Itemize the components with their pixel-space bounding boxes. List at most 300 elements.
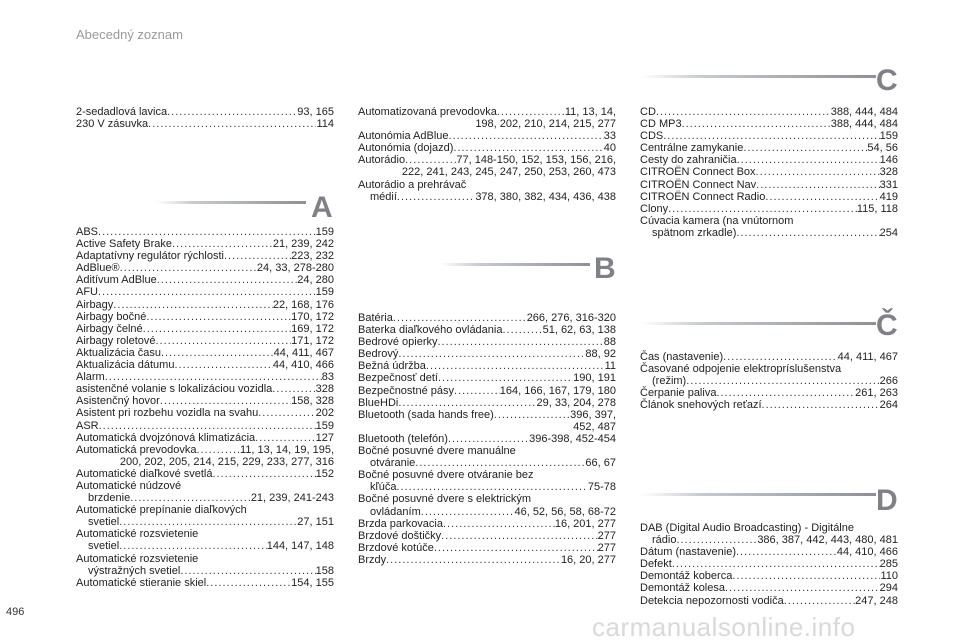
leader-dots [765,191,879,203]
index-entry-label: Autorádio a prehrávač [358,178,467,191]
index-pages: 127 [315,431,334,444]
index-entry [358,142,616,154]
index-term: médií [370,190,397,203]
index-pages: 24, 280 [297,274,334,287]
index-entry [76,226,334,238]
index-entry [76,468,334,480]
leader-dots [113,299,273,311]
index-term: Aditívum AdBlue [76,274,157,287]
index-term: kľúča [370,481,397,494]
leader-dots [716,387,855,399]
index-term: Automatické stieranie skiel [76,576,207,589]
index-pages: 44, 410, 466 [272,359,334,372]
page-header: Abecedný zoznam [76,27,183,42]
index-term: Dátum (nastavenie) [640,546,736,559]
index-entry [76,383,334,395]
leader-dots [494,409,570,421]
leader-dots [397,191,475,203]
index-term: ABS [76,226,99,238]
index-term: Článok snehových reťazí [640,399,762,412]
index-pages: 16, 20, 277 [560,553,616,566]
index-term: Bluetooth (telefón) [358,432,448,445]
index-pages: 159 [315,286,334,299]
leader-dots [105,371,322,383]
index-pages: 21, 239, 241-243 [250,492,334,505]
index-term: Brzda parkovacia [358,517,443,530]
index-term: 2-sedadlová lavica [76,106,168,118]
index-term: AdBlue® [76,262,120,275]
leader-dots [167,106,297,118]
index-entry [640,142,898,154]
index-term: Bluetooth (sada hands free) [358,408,494,421]
index-pages: 11 [604,360,616,373]
leader-dots [434,542,598,554]
index-entry [76,395,334,407]
index-pages: 114 [316,118,334,131]
index-pages: 16, 201, 277 [554,517,616,530]
index-pages: 146 [879,154,898,167]
index-column-1-top [76,106,334,130]
leader-dots [443,518,555,530]
index-pages: 11, 13, 14, [564,106,616,118]
index-entry-label: Bočné posuvné dvere s elektrickým [358,493,532,506]
leader-dots [119,540,267,552]
index-pages: 419 [879,190,898,203]
leader-dots [438,336,604,348]
index-pages: 152 [315,467,334,480]
index-term: ovládaním [370,505,421,518]
index-pages: 388, 444, 484 [830,106,898,118]
index-pages: 254 [879,226,898,239]
index-term: spätnom zrkadle) [652,226,737,239]
index-entry [76,432,334,444]
leader-dots [736,227,879,239]
leader-dots [421,506,515,518]
leader-dots [454,385,500,397]
index-entry-label: Automatické prepínanie diaľkových [76,504,247,517]
index-term: ASR [76,419,99,432]
page-number: 496 [6,606,25,618]
leader-dots [213,468,316,480]
index-entry [640,130,898,142]
index-entry [640,191,898,203]
index-entry-label: Automatické núdzové [76,479,182,492]
leader-dots [449,130,604,142]
leader-dots [725,582,880,594]
section-separator-a [156,201,306,204]
index-term: svetiel [88,516,120,529]
leader-dots [396,481,587,493]
leader-dots [784,595,855,607]
index-entry [76,444,334,456]
index-pages-continued: 200, 202, 205, 214, 215, 229, 233, 277, 316 [119,455,334,468]
index-pages: 328 [315,383,334,396]
index-entry [358,457,616,469]
index-pages: 75-78 [587,481,616,494]
index-pages: 93, 165 [297,106,334,118]
index-entry [640,118,898,130]
index-pages: 115, 118 [856,202,898,215]
index-term: CD [640,106,656,118]
index-entry [76,335,334,347]
leader-dots [682,118,831,130]
index-entry [358,348,616,360]
index-entry-label: Časované odpojenie elektropríslušenstva [640,363,842,376]
leader-dots [756,179,879,191]
index-entry-label: Bočné posuvné dvere otváranie bez [358,469,534,482]
index-pages: 266 [879,375,898,388]
index-term: Cesty do zahraničia [640,154,737,167]
index-pages: 88 [603,336,616,349]
section-separator-c [641,75,876,78]
index-term: Asistent pri rozbehu vozidla na svahu [76,407,259,420]
index-term: CITROËN Connect Nav [640,178,757,191]
leader-dots [146,311,291,323]
leader-dots [258,407,315,419]
index-entry [640,351,898,363]
index-term: Automatická prevodovka [76,443,197,456]
index-pages: 54, 56 [867,142,898,155]
index-pages: 66, 67 [585,457,616,470]
index-entry [358,530,616,542]
index-pages: 158, 328 [291,395,334,408]
index-entry [76,323,334,335]
section-letter-cc: Č [876,309,898,342]
index-term: Autonómia AdBlue [358,130,449,143]
leader-dots [272,383,315,395]
index-pages: 44, 411, 467 [273,346,334,359]
leader-dots [255,432,316,444]
index-entry [640,106,898,118]
index-term: 230 V zásuvka [76,118,149,131]
leader-dots [756,166,880,178]
leader-dots [415,457,585,469]
index-term: otváranie [370,457,416,470]
watermark: carmanualsonline.info [592,612,856,642]
index-entry [640,595,898,607]
index-column-3-cc [640,351,898,411]
index-term: rádio [652,534,677,547]
leader-dots [426,360,605,372]
index-term: Centrálne zamykanie [640,142,744,155]
index-entry [76,274,334,286]
index-entry-label: Automatické rozsvietenie [76,528,199,541]
index-term: Čas (nastavenie) [640,351,724,363]
index-pages: 378, 380, 382, 434, 436, 438 [475,190,616,203]
index-pages: 171, 172 [291,334,334,347]
section-separator-d [641,493,876,496]
index-term: Batéria [358,312,393,324]
index-term: Automatizovaná prevodovka [358,106,497,118]
leader-dots [405,154,456,166]
leader-dots [762,399,880,411]
index-pages: 21, 239, 242 [272,238,334,251]
index-pages: 169, 172 [291,322,334,335]
leader-dots [143,323,292,335]
index-entry [76,516,334,528]
index-pages-continued: 198, 202, 210, 214, 215, 277 [475,118,616,131]
section-separator-cc [641,322,876,325]
index-pages: 22, 168, 176 [272,298,334,311]
index-pages: 261, 263 [855,387,898,400]
index-pages-continued: 452, 487 [573,420,616,433]
index-pages: 396-398, 452-454 [529,432,616,445]
index-entry [358,506,616,518]
index-term: Airbagy roletové [76,334,156,347]
index-pages: 44, 410, 466 [836,546,898,559]
leader-dots [119,516,297,528]
index-entry [76,359,334,371]
leader-dots [161,347,274,359]
index-term: Brzdové kotúče [358,541,434,554]
index-entry [76,420,334,432]
leader-dots [196,444,240,456]
index-column-1-a [76,226,334,589]
index-entry [640,203,898,215]
index-pages: 277 [597,529,616,542]
index-term: Brzdové doštičky [358,529,442,542]
index-entry [358,518,616,530]
index-entry [76,540,334,552]
index-entry [358,191,616,203]
index-term: brzdenie [88,492,131,505]
leader-dots [737,154,880,166]
index-term: Clony [640,202,669,215]
section-letter-c: C [876,64,898,97]
index-entry [76,299,334,311]
index-entry [640,534,898,546]
index-pages: 159 [879,130,898,143]
index-entry [640,558,898,570]
index-term: Airbagy [76,298,114,311]
leader-dots [723,351,837,363]
leader-dots [130,492,251,504]
index-term: Čerpanie paliva [640,387,717,400]
index-term: CITROËN Connect Box [640,166,756,179]
leader-dots [438,372,573,384]
leader-dots [448,433,529,445]
leader-dots [732,570,880,582]
leader-dots [224,250,291,262]
section-separator-b [440,263,590,266]
index-pages: 164, 166, 167, 179, 180 [499,384,616,397]
index-pages: 328 [879,166,898,179]
index-entry [640,179,898,191]
index-entry [358,409,616,421]
index-pages: 331 [879,178,898,191]
index-term: CDS [640,130,664,143]
index-pages: 396, 397, [570,408,616,421]
leader-dots [686,375,879,387]
index-term: svetiel [88,540,120,553]
leader-dots [386,554,561,566]
index-term: Adaptatívny regulátor rýchlosti [76,250,224,263]
index-column-3-c [640,106,898,239]
index-term: CD MP3 [640,118,682,131]
index-pages: 144, 147, 148 [266,540,334,553]
index-term: Active Safety Brake [76,238,172,251]
index-term: výstražných svetiel [88,564,181,577]
index-term: Bedrové opierky [358,336,438,349]
index-entry [640,154,898,166]
index-entry [358,554,616,566]
leader-dots [672,558,880,570]
index-entry [76,262,334,274]
index-entry [358,397,616,409]
leader-dots [676,534,757,546]
leader-dots [743,142,867,154]
index-pages: 202 [315,407,334,420]
leader-dots [174,359,272,371]
leader-dots [120,262,257,274]
leader-dots [148,118,316,130]
index-pages: 33 [603,130,616,143]
index-pages: 294 [879,582,898,595]
index-pages: 223, 232 [291,250,334,263]
index-entry [76,492,334,504]
index-term: Bedrový [358,348,399,361]
index-term: Demontáž kolesa [640,582,725,595]
leader-dots [160,395,291,407]
index-pages: 386, 387, 442, 443, 480, 481 [757,534,898,547]
leader-dots [98,226,316,238]
leader-dots [453,142,603,154]
leader-dots [502,324,542,336]
index-term: Airbagy bočné [76,310,147,323]
leader-dots [736,546,837,558]
index-column-2-a [358,106,616,203]
index-pages: 77, 148-150, 152, 153, 156, 216, [456,154,616,167]
index-pages: 264 [879,399,898,412]
index-pages-continued: 222, 241, 243, 245, 247, 250, 253, 260, 473 [401,166,616,179]
index-entry [76,407,334,419]
index-term: Bezpečnostné pásy [358,384,455,397]
index-pages: 170, 172 [291,310,334,323]
index-entry [76,118,334,130]
index-entry [358,312,616,324]
index-entry [640,399,898,411]
index-pages: 247, 248 [855,594,898,607]
leader-dots [99,420,316,432]
index-entry-label: Automatické rozsvietenie [76,552,199,565]
index-pages: 159 [315,226,334,238]
index-pages: 29, 33, 204, 278 [536,396,616,409]
index-pages: 159 [315,419,334,432]
index-entry [358,372,616,384]
index-term: CITROËN Connect Radio [640,190,766,203]
index-term: Airbagy čelné [76,322,143,335]
index-pages: 158 [315,564,334,577]
index-entry [358,481,616,493]
section-letter-b: B [594,252,616,285]
index-term: Defekt [640,558,672,571]
index-term: Autorádio [358,154,406,167]
section-letter-a: A [311,191,333,224]
index-term: Detekcia nepozornosti vodiča [640,594,784,607]
index-entry [640,570,898,582]
index-entry-label: Bočné posuvné dvere manuálne [358,445,516,458]
index-term: AFU [76,286,98,299]
index-entry [76,565,334,577]
leader-dots [668,203,857,215]
index-entry [358,324,616,336]
leader-dots [156,335,292,347]
index-term: Asistenčný hovor [76,395,160,408]
index-pages: 40 [603,142,616,155]
index-entry [358,360,616,372]
index-term: Aktualizácia času [76,346,161,359]
leader-dots [663,130,879,142]
index-pages: 266, 276, 316-320 [526,312,616,324]
index-pages: 46, 52, 56, 58, 68-72 [514,505,616,518]
index-entry [640,582,898,594]
index-pages: 27, 151 [297,516,334,529]
index-term: Alarm [76,371,105,384]
index-entry [358,542,616,554]
index-entry [76,286,334,298]
index-term: asistenčné volanie s lokalizáciou vozidla [76,383,273,396]
leader-dots [393,312,527,324]
index-column-2-b [358,312,616,566]
index-term: (režim) [652,375,687,388]
leader-dots [206,577,291,589]
index-term: Baterka diaľkového ovládania [358,324,503,337]
index-entry [640,375,898,387]
index-pages: 44, 411, 467 [837,351,898,363]
index-pages: 154, 155 [291,576,334,589]
index-pages: 83 [321,371,334,384]
leader-dots [180,565,315,577]
index-term: Autonómia (dojazd) [358,142,454,155]
leader-dots [157,274,298,286]
index-entry [76,311,334,323]
leader-dots [98,286,316,298]
index-entry [358,106,616,118]
leader-dots [398,348,585,360]
index-term: Brzdy [358,553,387,566]
index-entry [640,546,898,558]
index-term: Automatická dvojzónová klimatizácia [76,431,256,444]
section-letter-d: D [876,484,898,517]
index-entry [358,154,616,166]
index-term: Bežná údržba [358,360,426,373]
index-entry-label: DAB (Digital Audio Broadcasting) - Digitálne [640,522,854,534]
index-entry [76,106,334,118]
index-entry [640,166,898,178]
index-column-3-d [640,522,898,607]
leader-dots [398,397,536,409]
index-entry [76,577,334,589]
leader-dots [656,106,831,118]
index-entry [76,250,334,262]
index-entry [358,336,616,348]
index-pages: 190, 191 [573,372,616,385]
index-entry [76,371,334,383]
index-term: Automatické diaľkové svetlá [76,467,213,480]
index-pages: 51, 62, 63, 138 [542,324,616,337]
leader-dots [441,530,597,542]
index-pages: 88, 92 [585,348,616,361]
index-entry [76,347,334,359]
index-pages: 11, 13, 14, 19, 195, [240,443,334,456]
index-pages: 110 [880,570,898,583]
index-entry [640,227,898,239]
index-entry-label: Cúvacia kamera (na vnútornom [640,214,794,227]
index-term: Demontáž koberca [640,570,733,583]
index-term: Aktualizácia dátumu [76,359,175,372]
leader-dots [172,238,273,250]
index-term: BlueHDi [358,396,399,409]
